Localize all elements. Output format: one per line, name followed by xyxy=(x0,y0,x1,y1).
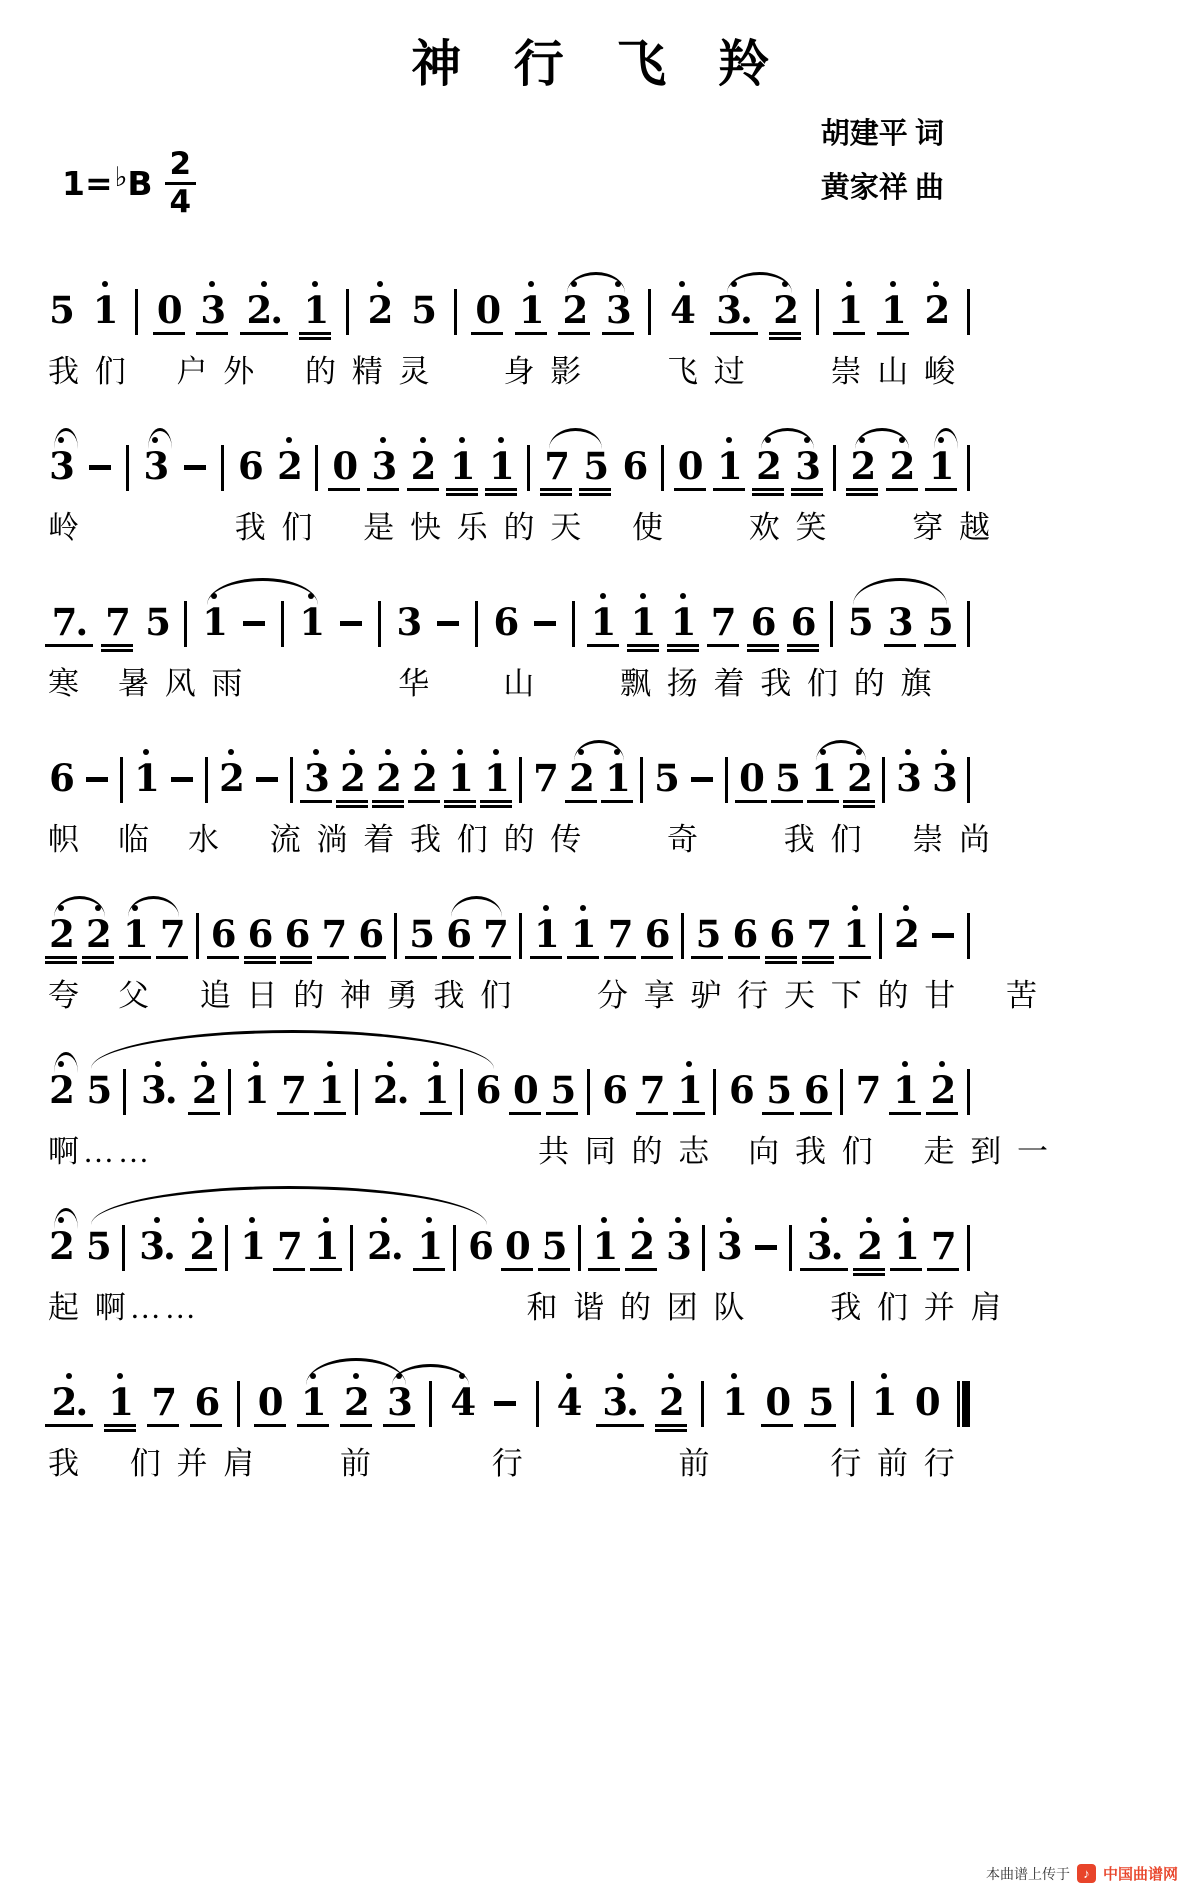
barline xyxy=(519,757,522,803)
barline xyxy=(661,445,664,491)
note: 7 xyxy=(543,432,569,500)
note: 6 xyxy=(193,1368,219,1436)
note-row xyxy=(48,1056,970,1124)
key-signature xyxy=(62,148,196,218)
note: 1 xyxy=(533,900,559,968)
barline xyxy=(135,289,138,335)
note: 6 xyxy=(357,900,383,968)
barline xyxy=(378,601,381,647)
note: 2. xyxy=(243,276,285,344)
note: 3 xyxy=(396,600,421,644)
note: 1 xyxy=(488,432,514,500)
barline xyxy=(578,1225,581,1271)
dash-extension xyxy=(84,744,110,812)
note: 6 xyxy=(728,1068,753,1112)
note: 2 xyxy=(367,276,393,344)
dash-extension xyxy=(87,432,113,500)
dash-extension xyxy=(182,432,208,500)
note: 5 xyxy=(774,744,800,812)
barline xyxy=(290,757,293,803)
note: 1 xyxy=(239,1212,265,1280)
note: 3. xyxy=(803,1212,845,1280)
note: 2 xyxy=(191,1056,217,1124)
dash-extension xyxy=(338,588,364,656)
note: 1 xyxy=(570,900,596,968)
note: 2 xyxy=(561,276,587,344)
note: 2 xyxy=(276,432,302,500)
barline xyxy=(454,289,457,335)
note: 1 xyxy=(133,744,159,812)
barline xyxy=(519,913,522,959)
note: 3 xyxy=(665,1212,691,1280)
note: 2 xyxy=(658,1368,684,1436)
note: 5 xyxy=(408,900,434,968)
barline xyxy=(536,1381,539,1427)
barline xyxy=(725,757,728,803)
note: 6 xyxy=(49,756,73,800)
note: 1 xyxy=(892,1056,918,1124)
note: 7 xyxy=(482,900,508,968)
note: 5 xyxy=(86,1068,111,1112)
note: 0 xyxy=(738,744,764,812)
note: 3 xyxy=(794,432,820,500)
note: 1 xyxy=(836,276,862,344)
barline xyxy=(640,757,643,803)
note: 4 xyxy=(556,1368,582,1436)
note: 1 xyxy=(716,432,742,500)
note: 1 xyxy=(590,588,616,656)
note: 5 xyxy=(847,600,872,644)
barline xyxy=(967,913,970,959)
note: 1 xyxy=(670,588,696,656)
note: 7 xyxy=(320,900,346,968)
barline xyxy=(196,913,199,959)
barline xyxy=(701,1381,704,1427)
note: 2 xyxy=(856,1212,882,1280)
note: 2 xyxy=(923,276,949,344)
note: 2 xyxy=(410,432,436,500)
barline xyxy=(648,289,651,335)
note: 2 xyxy=(85,900,111,968)
note: 1 xyxy=(591,1212,617,1280)
credits xyxy=(821,108,944,215)
dash-extension xyxy=(689,744,715,812)
note: 0 xyxy=(764,1368,790,1436)
flat-sign: ♭ xyxy=(114,161,128,193)
note: 2. xyxy=(369,1056,411,1124)
note: 7 xyxy=(930,1212,956,1280)
note: 1 xyxy=(810,744,836,812)
barline xyxy=(967,757,970,803)
note: 2 xyxy=(339,744,365,812)
lyric-row: 寒 暑 风 雨 华 山 飘 扬 着 我 们 的 旗 xyxy=(48,666,936,701)
barline xyxy=(967,1225,970,1271)
time-signature-numerator: 2 xyxy=(165,148,197,185)
final-barline xyxy=(957,1381,970,1427)
note: 7 xyxy=(280,1056,306,1124)
note: 7 xyxy=(533,756,557,800)
note-row xyxy=(48,276,970,344)
barline xyxy=(851,1381,854,1427)
note: 2 xyxy=(48,1056,74,1124)
music-line xyxy=(48,900,1041,1015)
note: 1 xyxy=(483,744,509,812)
note: 1 xyxy=(298,588,324,656)
barline xyxy=(453,1225,456,1271)
note: 2 xyxy=(628,1212,654,1280)
note: 0 xyxy=(512,1056,538,1124)
barline xyxy=(228,1069,231,1115)
dash-extension xyxy=(241,588,267,656)
lyric-row: 我 们 户 外 的 精 灵 身 影 飞 过 崇 山 峻 xyxy=(48,354,959,389)
barline xyxy=(281,601,284,647)
note: 1 xyxy=(423,1056,449,1124)
note: 5 xyxy=(927,588,953,656)
note: 2 xyxy=(48,1212,74,1280)
barline xyxy=(789,1225,792,1271)
barline xyxy=(225,1225,228,1271)
note: 6 xyxy=(247,900,273,968)
note: 2 xyxy=(889,432,915,500)
composer-credit: 黄家祥 曲 xyxy=(820,171,944,204)
note: 7 xyxy=(639,1056,665,1124)
note: 1 xyxy=(842,900,868,968)
note: 0 xyxy=(257,1368,283,1436)
note: 1 xyxy=(300,1368,326,1436)
note: 5 xyxy=(145,600,169,644)
barline xyxy=(967,601,970,647)
note: 2 xyxy=(218,744,244,812)
note: 6 xyxy=(283,900,309,968)
note: 5 xyxy=(765,1056,791,1124)
lyric-row: 我 们 并 肩 前 行 前 行 前 行 xyxy=(48,1446,959,1481)
barline xyxy=(460,1069,463,1115)
note: 0 xyxy=(914,1380,939,1424)
note: 5 xyxy=(582,432,608,500)
note: 6 xyxy=(475,1068,500,1112)
note: 4 xyxy=(669,276,695,344)
barline xyxy=(122,1225,125,1271)
time-signature xyxy=(165,148,197,218)
note: 2 xyxy=(411,744,437,812)
upload-note: 本曲谱上传于 xyxy=(985,1865,1070,1882)
note: 3. xyxy=(137,1056,179,1124)
note: 7 xyxy=(805,900,831,968)
note: 5 xyxy=(541,1212,567,1280)
note: 1 xyxy=(871,1368,897,1436)
note: 7 xyxy=(855,1068,880,1112)
note: 2 xyxy=(343,1368,369,1436)
barline xyxy=(394,913,397,959)
note: 1 xyxy=(449,432,475,500)
note: 7. xyxy=(48,588,90,656)
note: 5 xyxy=(694,900,720,968)
note: 6 xyxy=(644,900,670,968)
music-line xyxy=(48,432,994,547)
dash-extension xyxy=(435,588,461,656)
note: 1 xyxy=(676,1056,702,1124)
note: 1 xyxy=(313,1212,339,1280)
note: 2. xyxy=(363,1212,405,1280)
music-line xyxy=(48,588,970,703)
note: 2 xyxy=(755,432,781,500)
note: 5 xyxy=(49,288,73,332)
note: 2 xyxy=(48,900,74,968)
dash-extension xyxy=(254,744,280,812)
note-row xyxy=(48,1212,970,1280)
note: 6 xyxy=(602,1068,627,1112)
music-line xyxy=(48,744,994,859)
note: 1 xyxy=(880,276,906,344)
note: 7 xyxy=(150,1368,176,1436)
music-line xyxy=(48,1056,1052,1171)
note: 6 xyxy=(750,588,776,656)
note: 6 xyxy=(445,900,471,968)
barline xyxy=(967,289,970,335)
note: 7 xyxy=(104,588,130,656)
note: 6 xyxy=(731,900,757,968)
note: 2 xyxy=(188,1212,214,1280)
note: 1 xyxy=(721,1368,747,1436)
barline xyxy=(681,913,684,959)
song-title: 神 行 飞 羚 xyxy=(411,36,789,92)
note: 7 xyxy=(710,588,736,656)
note: 6 xyxy=(468,1224,492,1268)
note: 1 xyxy=(928,432,954,500)
note-row xyxy=(48,588,970,656)
note: 5 xyxy=(549,1056,575,1124)
key-tonic: B xyxy=(127,163,153,203)
barline xyxy=(221,445,224,491)
note: 6 xyxy=(622,444,647,488)
note: 1 xyxy=(201,588,227,656)
barline xyxy=(527,445,530,491)
note: 3. xyxy=(713,276,755,344)
lyric-row: 啊…… 共 同 的 志 向 我 们 走 到 一 xyxy=(48,1134,1052,1169)
note-row xyxy=(48,744,970,812)
note: 1 xyxy=(122,900,148,968)
note: 1 xyxy=(893,1212,919,1280)
music-line xyxy=(48,1368,970,1483)
note: 1 xyxy=(630,588,656,656)
lyricist-credit: 胡建平 词 xyxy=(820,118,944,150)
barline xyxy=(833,445,836,491)
note: 3 xyxy=(605,276,631,344)
note: 3 xyxy=(386,1368,412,1436)
note: 3 xyxy=(716,1212,742,1280)
barline xyxy=(830,601,833,647)
note: 3 xyxy=(931,744,957,812)
barline xyxy=(126,445,129,491)
note: 0 xyxy=(677,432,703,500)
time-signature-denominator: 4 xyxy=(169,183,192,220)
meta-row xyxy=(0,118,1200,242)
note: 7 xyxy=(159,900,185,968)
lyric-row: 起 啊…… 和 谐 的 团 队 我 们 并 肩 xyxy=(48,1290,1006,1325)
note: 1 xyxy=(416,1212,442,1280)
barline xyxy=(702,1225,705,1271)
note-row xyxy=(48,900,970,968)
footer xyxy=(986,1863,1178,1884)
note: 7 xyxy=(607,900,633,968)
note: 2 xyxy=(929,1056,955,1124)
note: 1 xyxy=(604,744,630,812)
lyric-row: 夸 父 追 日 的 神 勇 我 们 分 享 驴 行 天 下 的 甘 苦 xyxy=(48,978,1041,1013)
note: 1 xyxy=(447,744,473,812)
note: 2 xyxy=(846,744,872,812)
note: 2 xyxy=(568,744,594,812)
music-note-icon: ♪ xyxy=(1077,1864,1096,1883)
barline xyxy=(572,601,575,647)
note: 6 xyxy=(237,444,262,488)
note: 3. xyxy=(136,1212,178,1280)
music-line xyxy=(48,1212,1006,1327)
note: 2 xyxy=(375,744,401,812)
note: 6 xyxy=(768,900,794,968)
note: 1 xyxy=(243,1056,269,1124)
note: 3 xyxy=(303,744,329,812)
barline xyxy=(184,601,187,647)
note-row xyxy=(48,432,970,500)
note: 6 xyxy=(790,588,816,656)
note: 4 xyxy=(449,1368,475,1436)
note: 2 xyxy=(772,276,798,344)
score xyxy=(48,276,1052,1483)
note: 5 xyxy=(411,288,435,332)
lyric-row: 帜 临 水 流 淌 着 我 们 的 传 奇 我 们 崇 尚 xyxy=(48,822,994,857)
note: 3 xyxy=(895,744,921,812)
dash-extension xyxy=(930,900,956,968)
note: 0 xyxy=(504,1212,530,1280)
music-line xyxy=(48,276,970,391)
barline xyxy=(350,1225,353,1271)
site-name: 中国曲谱网 xyxy=(1102,1866,1178,1883)
lyric-row: 岭 我 们 是 快 乐 的 天 使 欢 笑 穿 越 xyxy=(48,510,994,545)
barline xyxy=(205,757,208,803)
note: 5 xyxy=(654,756,678,800)
barline xyxy=(120,757,123,803)
note: 3 xyxy=(199,276,225,344)
note: 7 xyxy=(276,1212,302,1280)
note: 1 xyxy=(107,1368,133,1436)
dash-extension xyxy=(492,1368,518,1436)
note: 2 xyxy=(849,432,875,500)
note: 3 xyxy=(887,588,913,656)
barline xyxy=(355,1069,358,1115)
note: 1 xyxy=(92,276,118,344)
note: 3 xyxy=(370,432,396,500)
barline xyxy=(882,757,885,803)
note: 3. xyxy=(599,1368,641,1436)
barline xyxy=(967,1069,970,1115)
dash-extension xyxy=(753,1212,779,1280)
barline xyxy=(475,601,478,647)
barline xyxy=(346,289,349,335)
barline xyxy=(967,445,970,491)
barline xyxy=(587,1069,590,1115)
note: 5 xyxy=(85,1224,110,1268)
barline xyxy=(237,1381,240,1427)
barline xyxy=(840,1069,843,1115)
note: 5 xyxy=(807,1368,833,1436)
note: 3 xyxy=(48,432,74,500)
barline xyxy=(315,445,318,491)
dash-extension xyxy=(532,588,558,656)
key-prefix: 1= xyxy=(62,163,113,203)
note: 0 xyxy=(156,276,182,344)
note: 1 xyxy=(317,1056,343,1124)
barline xyxy=(429,1381,432,1427)
barline xyxy=(713,1069,716,1115)
note: 6 xyxy=(210,900,236,968)
note: 3 xyxy=(142,432,168,500)
note: 0 xyxy=(331,432,357,500)
note: 2 xyxy=(893,900,919,968)
note-row xyxy=(48,1368,970,1436)
note: 1 xyxy=(302,276,328,344)
dash-extension xyxy=(169,744,195,812)
note: 6 xyxy=(493,600,518,644)
barline xyxy=(816,289,819,335)
note: 2. xyxy=(48,1368,90,1436)
barline xyxy=(123,1069,126,1115)
barline xyxy=(879,913,882,959)
note: 6 xyxy=(803,1056,829,1124)
note: 0 xyxy=(474,276,500,344)
note: 1 xyxy=(518,276,544,344)
